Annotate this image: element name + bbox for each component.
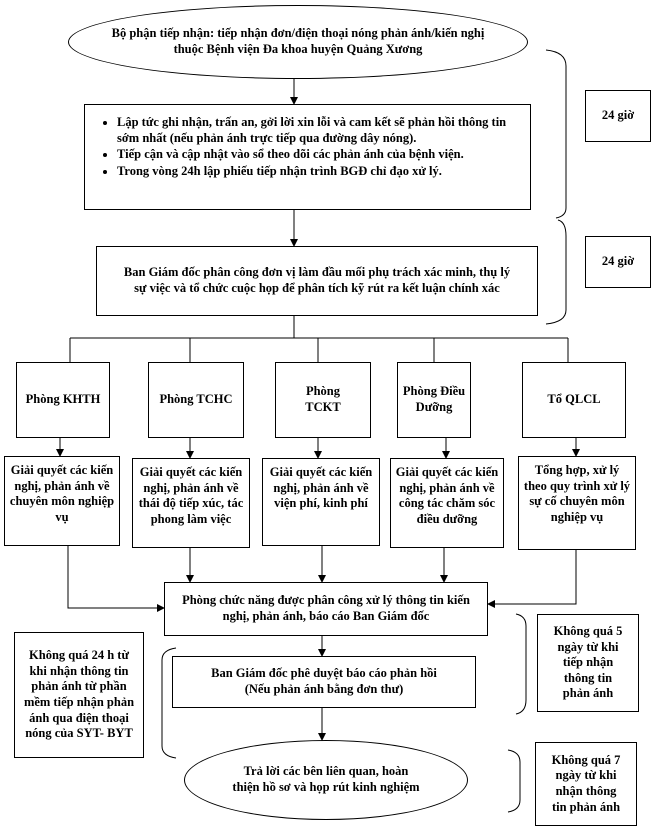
task-qlcl: Tổng hợp, xử lý theo quy trình xử lý sự cố chuyên môn nghiệp vụ [518,456,636,550]
note-left-24h: Không quá 24 h từ khi nhận thông tin phản ánh từ phần mềm tiếp nhận phản ánh qua điện thoại nóng của SYT- BYT [14,632,144,758]
time-label-1: 24 giờ [585,90,651,142]
dept-dieu-duong: Phòng Điều Dưỡng [397,362,471,438]
end-respond-and-review: Trả lời các bên liên quan, hoàn thiện hồ sơ và họp rút kinh nghiệm [184,740,468,820]
task-khth: Giải quyết các kiến nghị, phản ánh về chuyên môn nghiệp vụ [4,456,120,546]
note-right-5-days: Không quá 5 ngày từ khi tiếp nhận thông tin phản ánh [537,614,639,712]
step4-approve-report: Ban Giám đốc phê duyệt báo cáo phản hồi (Nếu phản ánh bằng đơn thư) [172,656,476,708]
brace-time1 [546,50,566,218]
step3-process-report: Phòng chức năng được phân công xử lý thông tin kiến nghị, phản ánh, báo cáo Ban Giám đốc [164,582,488,636]
step1-item-2: • Tiếp cận và cập nhật vào sổ theo dõi các phản ánh của bệnh viện. [117,147,522,163]
brace-note-right1 [516,614,526,714]
dept-qlcl: Tổ QLCL [522,362,626,438]
dept-tchc: Phòng TCHC [148,362,244,438]
task-tckt: Giải quyết các kiến nghị, phản ánh về viện phí, kinh phí [262,458,380,546]
arrow-task5-to-step3 [488,550,576,604]
step1-record-feedback [84,104,531,210]
brace-time2 [546,220,566,324]
step1-item-3: • Trong vòng 24h lập phiếu tiếp nhận trình BGĐ chỉ đạo xử lý. [117,164,522,180]
note-right-7-days: Không quá 7 ngày từ khi nhận thông tin phản ánh [535,742,637,826]
brace-note-right2 [508,750,520,812]
step1-item-1: • Lập tức ghi nhận, trấn an, gởi lời xin lỗi và cam kết sẽ phản hồi thông tin sớm nhất (nếu phản ánh trực tiếp qua đường dây nóng). [117,115,522,146]
dept-khth: Phòng KHTH [16,362,110,438]
task-tchc: Giải quyết các kiến nghị, phản ánh về thái độ tiếp xúc, tác phong làm việc [132,458,250,548]
time-label-2: 24 giờ [585,236,651,288]
dept-tckt: Phòng TCKT [275,362,371,438]
arrow-task1-to-step3 [68,546,164,608]
task-dieu-duong: Giải quyết các kiến nghị, phản ánh về công tác chăm sóc điều dưỡng [390,458,504,548]
start-receive-feedback: Bộ phận tiếp nhận: tiếp nhận đơn/điện thoại nóng phản ánh/kiến nghị thuộc Bệnh viện Đa khoa huyện Quảng Xương [68,5,528,79]
step2-assign-unit: Ban Giám đốc phân công đơn vị làm đầu mối phụ trách xác minh, thụ lý sự việc và tổ chức cuộc họp để phân tích kỹ rút ra kết luận chính xác [96,246,538,316]
